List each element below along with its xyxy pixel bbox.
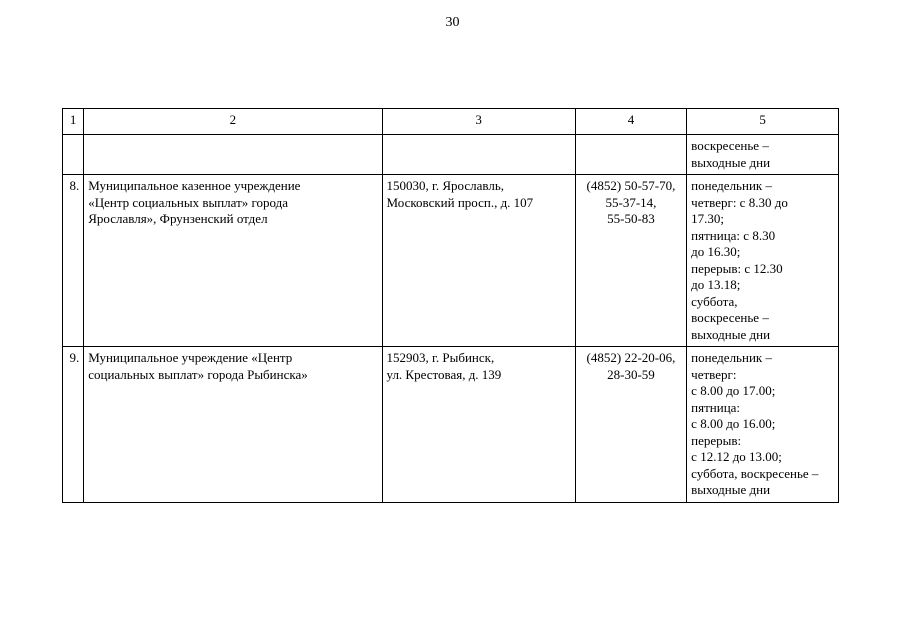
institutions-table — [62, 108, 839, 503]
table-row — [63, 347, 839, 503]
hours-line: до 16.30; — [691, 244, 741, 259]
table-cell — [63, 135, 84, 175]
hours-line: перерыв: с 12.30 — [691, 260, 783, 276]
address-line: ул. Крестовая, д. 139 — [386, 366, 502, 382]
institution-name-cell — [84, 347, 382, 503]
phone-cell — [575, 347, 686, 503]
hours-line: до 13.18; — [691, 277, 741, 292]
institution-name-cell — [84, 175, 382, 347]
name-line: «Центр социальных выплат» города — [88, 194, 289, 210]
name-line: Муниципальное учреждение «Центр — [88, 350, 293, 365]
table-header-row — [63, 109, 839, 135]
hours-line: 17.30; — [691, 211, 725, 226]
table-row-continuation — [63, 135, 839, 175]
phone-line: 55-50-83 — [607, 211, 655, 226]
hours-line: пятница: — [691, 399, 741, 415]
hours-line: воскресенье – — [691, 138, 769, 153]
phone-line: 28-30-59 — [607, 366, 655, 382]
address-cell — [382, 175, 575, 347]
name-line: социальных выплат» города Рыбинска» — [88, 366, 308, 382]
table-cell — [84, 135, 382, 175]
hours-line: четверг: с 8.30 до — [691, 194, 788, 210]
hours-cell — [687, 135, 839, 175]
row-number: 8. — [63, 175, 84, 347]
address-cell — [382, 347, 575, 503]
hours-cell — [687, 175, 839, 347]
name-line: Муниципальное казенное учреждение — [88, 178, 301, 193]
hours-line: суббота, воскресенье – — [691, 465, 819, 481]
hours-line: понедельник – — [691, 178, 772, 193]
hours-line: выходные дни — [691, 154, 771, 170]
table-row — [63, 175, 839, 347]
phone-line: (4852) 50-57-70, — [586, 178, 676, 193]
hours-line: пятница: с 8.30 — [691, 227, 776, 243]
hours-line: суббота, — [691, 293, 738, 309]
hours-line: выходные дни — [691, 326, 771, 342]
phone-cell — [575, 175, 686, 347]
column-header: 1 — [63, 109, 84, 135]
hours-line: четверг: — [691, 366, 737, 382]
column-header: 2 — [84, 109, 382, 135]
hours-line: с 8.00 до 16.00; — [691, 416, 776, 431]
hours-line: выходные дни — [691, 482, 771, 497]
phone-line: 55-37-14, — [605, 194, 657, 210]
column-header: 5 — [687, 109, 839, 135]
hours-cell — [687, 347, 839, 503]
page-number: 30 — [445, 15, 460, 30]
address-line: 150030, г. Ярославль, — [386, 178, 505, 193]
table-cell — [575, 135, 686, 175]
phone-line: (4852) 22-20-06, — [586, 350, 676, 365]
name-line: Ярославля», Фрунзенский отдел — [88, 211, 268, 226]
hours-line: воскресенье – — [691, 310, 769, 325]
column-header: 4 — [575, 109, 686, 135]
hours-line: понедельник – — [691, 350, 772, 365]
table-cell — [382, 135, 575, 175]
hours-line: с 8.00 до 17.00; — [691, 383, 776, 398]
row-number: 9. — [63, 347, 84, 503]
hours-line: перерыв: — [691, 432, 742, 448]
column-header: 3 — [382, 109, 575, 135]
address-line: Московский просп., д. 107 — [386, 194, 534, 210]
hours-line: с 12.12 до 13.00; — [691, 449, 782, 464]
address-line: 152903, г. Рыбинск, — [386, 350, 495, 365]
